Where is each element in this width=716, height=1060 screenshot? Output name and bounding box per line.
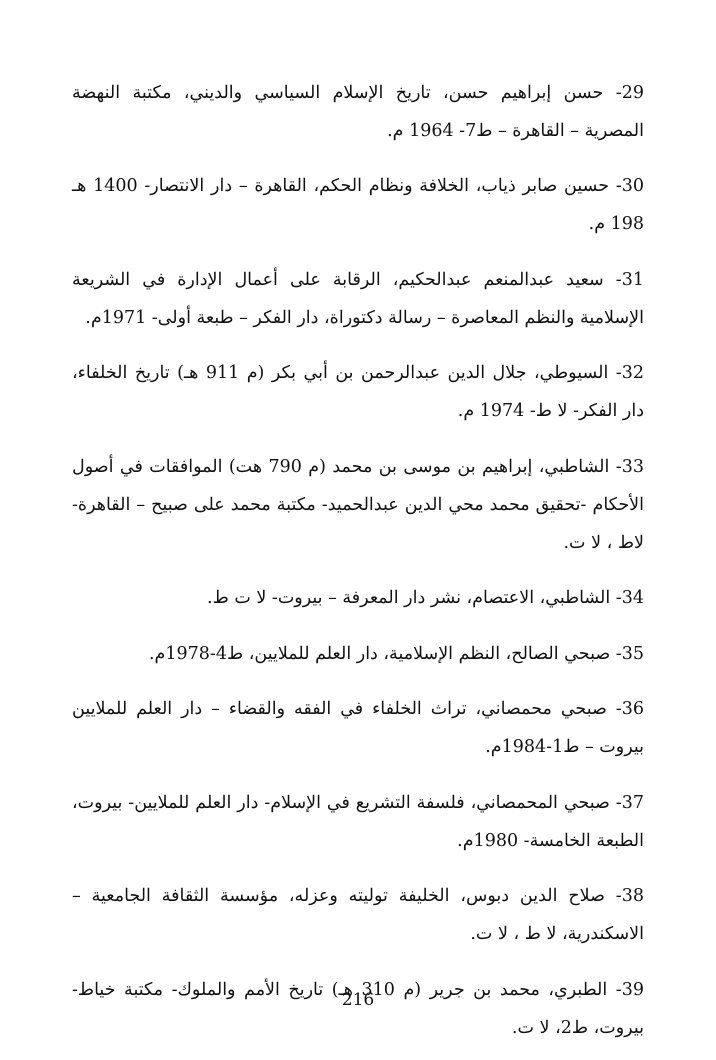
entry-text: الشاطبي، إبراهيم بن موسى بن محمد (م 790 هت) الموافقات في أصول الأحكام -تحقيق محمد محي الدين عبدالحميد- مكتبة محمد على صبيح – القاهرة- لاط ، لا ت. (72, 456, 644, 553)
bibliography-entry-34 (72, 579, 644, 617)
entry-number: 32- (615, 363, 644, 383)
entry-text: حسن إبراهيم حسن، تاريخ الإسلام السياسي والديني، مكتبة النهضة المصرية – القاهرة – ط7- 1964 م. (72, 82, 644, 141)
entry-number: 37- (615, 792, 644, 813)
entry-number: 30- (615, 176, 645, 196)
bibliography-entry-32 (72, 354, 644, 430)
bibliography-entry-38 (72, 877, 644, 953)
bibliography-entry-33 (72, 448, 644, 562)
entry-text: حسين صابر ذياب، الخلافة ونظام الحكم، القاهرة – دار الانتصار- 1400 هـ 198 م. (72, 176, 644, 234)
entry-number: 31- (615, 269, 644, 290)
entry-text: السيوطي، جلال الدين عبدالرحمن بن أبي بكر (م 911 هـ) تاريخ الخلفاء، دار الفكر- لا ط- 1974 م. (72, 363, 644, 421)
entry-number: 34- (615, 588, 644, 608)
bibliography-entry-35 (72, 635, 644, 673)
bibliography-entry-29 (72, 74, 644, 150)
entry-number: 36- (615, 699, 644, 719)
entry-text: صلاح الدين دبوس، الخليفة توليته وعزله، مؤسسة الثقافة الجامعية – الاسكندرية، لا ط ، لا ت. (72, 886, 644, 944)
entry-number: 38- (615, 886, 644, 906)
bibliography-entry-36 (72, 690, 644, 766)
entry-text: الشاطبي، الاعتصام، نشر دار المعرفة – بيروت- لا ت ط. (207, 588, 611, 608)
entry-text: صبحي المحمصاني، فلسفة التشريع في الإسلام- دار العلم للملايين- بيروت، الطبعة الخامسة- 1980م. (72, 792, 644, 851)
page-number: 216 (341, 990, 375, 1010)
bibliography-entry-37 (72, 784, 644, 860)
bibliography-list (72, 56, 644, 1052)
entry-text: سعيد عبدالمنعم عبدالحكيم، الرقابة على أعمال الإدارة في الشريعة الإسلامية والنظم المعاصرة – رسالة دكتوراة، دار الفكر – طبعة أولى- 1971م. (72, 269, 644, 328)
entry-number: 33- (615, 456, 644, 477)
entry-number: 29- (615, 82, 644, 103)
entry-text: صبحي الصالح، النظم الإسلامية، دار العلم للملايين، ط4-1978م. (148, 643, 611, 664)
entry-number: 35- (615, 643, 644, 664)
bibliography-entry-30 (72, 167, 644, 243)
entry-number: 39- (615, 979, 644, 1000)
entry-text: صبحي محمصاني، تراث الخلفاء في الفقه والقضاء – دار العلم للملايين بيروت – ط1-1984م. (72, 699, 644, 757)
entry-text: الطبري، محمد بن جرير (م 310 هـ) تاريخ الأمم والملوك- مكتبة خياط- بيروت، ط2، لا ت. (72, 979, 644, 1038)
bibliography-entry-31 (72, 261, 644, 337)
